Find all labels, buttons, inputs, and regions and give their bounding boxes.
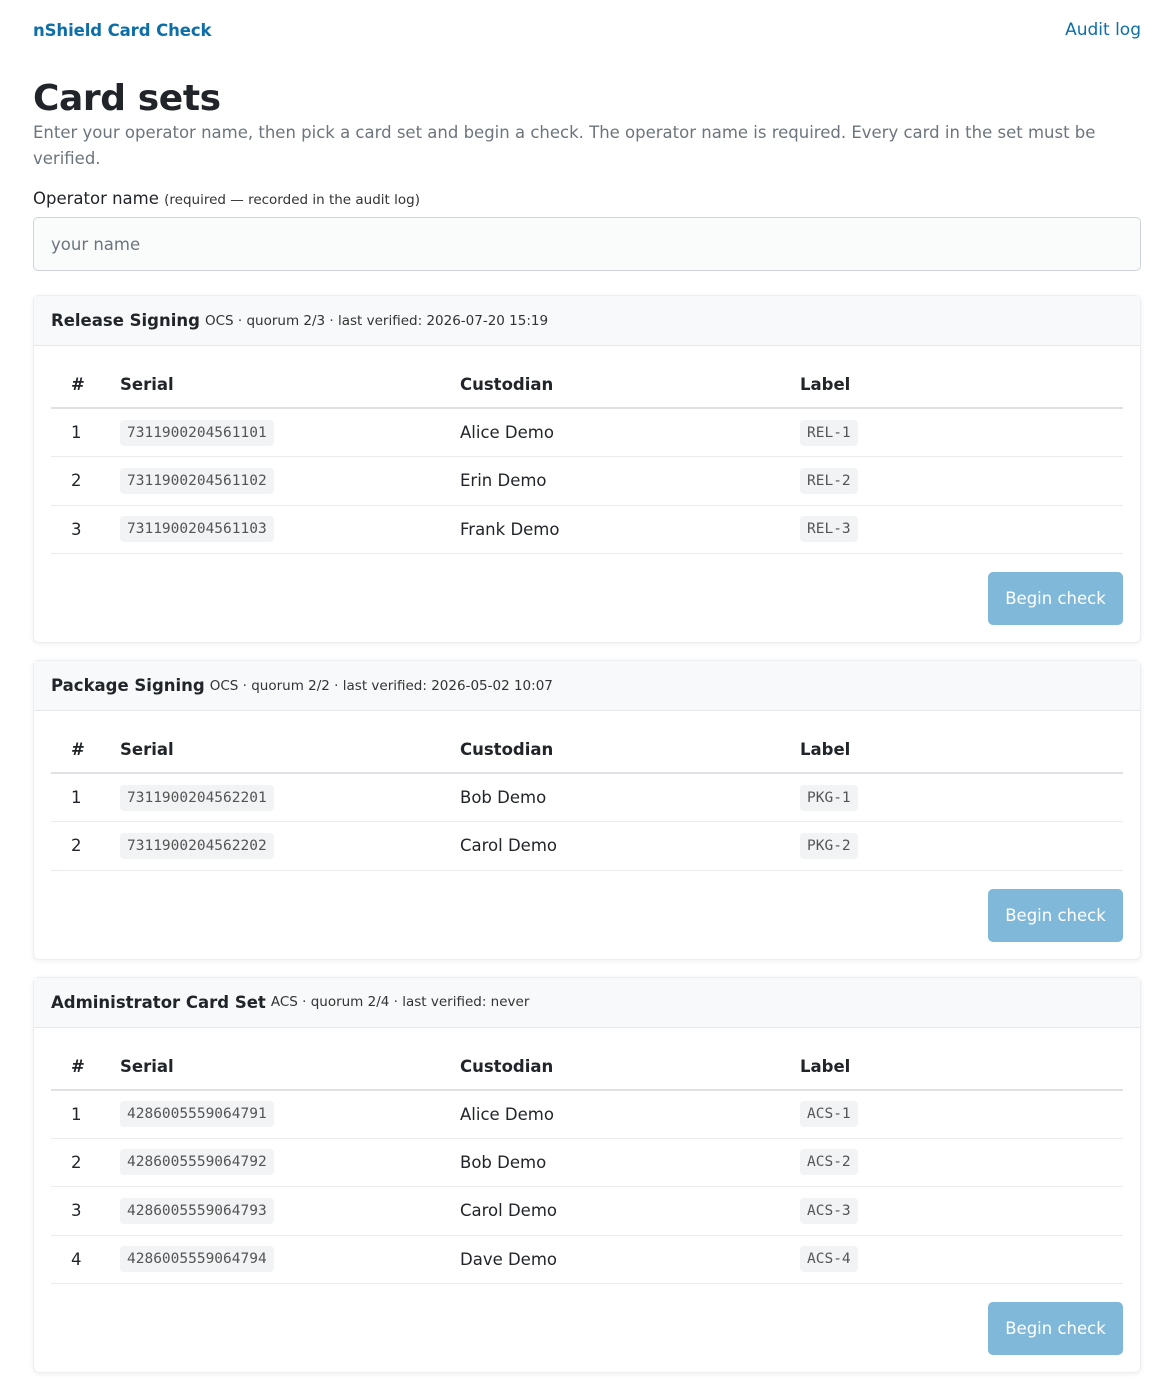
col-header-label: Label [800,1044,1123,1090]
card-set-release-signing [33,295,1141,643]
card-label: ACS-1 [800,1101,858,1127]
operator-name-hint: (required — recorded in the audit log) [164,192,420,208]
card-custodian: Carol Demo [460,1187,800,1236]
card-custodian: Frank Demo [460,505,800,554]
begin-check-button[interactable]: Begin check [988,1302,1123,1355]
card-set-name: Release Signing [51,311,200,330]
table-header-row [51,362,1123,408]
col-header-num: # [51,727,120,773]
col-header-serial: Serial [120,727,460,773]
card-serial: 7311900204561103 [120,516,274,542]
page-intro: Enter your operator name, then pick a card set and begin a check. The operator name is required. Every card in the set must be verified. [33,123,1096,168]
card-set-meta: OCS · quorum 2/2 · last verified: 2026-05-02 10:07 [209,677,553,694]
card-num: 3 [51,505,120,554]
card-label: PKG-1 [800,785,858,811]
card-label: ACS-4 [800,1246,858,1272]
table-row [51,1187,1123,1236]
card-set-meta: ACS · quorum 2/4 · last verified: never [270,994,530,1010]
table-row [51,408,1123,457]
table-header-row [51,727,1123,773]
col-header-custodian: Custodian [460,362,800,408]
cards-table [51,1044,1123,1285]
card-set-header [34,661,1140,711]
table-header-row [51,1044,1123,1090]
card-set-administrator [33,977,1141,1374]
operator-name-input[interactable] [33,217,1141,271]
card-num: 4 [51,1235,120,1284]
card-num: 1 [51,408,120,457]
audit-log-link[interactable]: Audit log [1065,20,1141,40]
table-row [51,505,1123,554]
col-header-serial: Serial [120,1044,460,1090]
card-label: PKG-2 [800,833,858,859]
card-set-package-signing [33,660,1141,960]
card-set-name: Package Signing [51,676,205,695]
card-serial: 4286005559064791 [120,1101,274,1127]
card-custodian: Alice Demo [460,1090,800,1139]
table-row [51,1138,1123,1187]
col-header-label: Label [800,727,1123,773]
card-custodian: Erin Demo [460,457,800,506]
card-num: 2 [51,822,120,871]
card-set-header [34,296,1140,346]
card-serial: 4286005559064794 [120,1246,274,1272]
card-serial: 4286005559064792 [120,1149,274,1175]
table-row [51,822,1123,871]
card-label: ACS-3 [800,1198,858,1224]
card-num: 1 [51,773,120,822]
card-label: REL-2 [800,468,858,494]
page-title: Card sets [33,78,221,119]
col-header-custodian: Custodian [460,727,800,773]
card-serial: 4286005559064793 [120,1198,274,1224]
card-custodian: Alice Demo [460,408,800,457]
table-row [51,457,1123,506]
card-custodian: Carol Demo [460,822,800,871]
col-header-num: # [51,1044,120,1090]
top-bar [33,0,1141,60]
card-custodian: Bob Demo [460,1138,800,1187]
table-row [51,1090,1123,1139]
card-label: REL-3 [800,516,858,542]
col-header-label: Label [800,362,1123,408]
table-row [51,1235,1123,1284]
card-set-body [34,346,1140,642]
col-header-custodian: Custodian [460,1044,800,1090]
card-set-actions [51,889,1123,942]
cards-table [51,362,1123,554]
table-row [51,773,1123,822]
card-set-body [34,1028,1140,1373]
begin-check-button[interactable]: Begin check [988,889,1123,942]
begin-check-button[interactable]: Begin check [988,572,1123,625]
card-num: 3 [51,1187,120,1236]
operator-name-label [33,187,1141,212]
card-serial: 7311900204561101 [120,420,274,446]
card-num: 2 [51,457,120,506]
col-header-num: # [51,362,120,408]
card-label: ACS-2 [800,1149,858,1175]
card-custodian: Dave Demo [460,1235,800,1284]
card-set-name: Administrator Card Set [51,992,266,1012]
card-num: 2 [51,1138,120,1187]
card-custodian: Bob Demo [460,773,800,822]
card-serial: 7311900204561102 [120,468,274,494]
cards-table [51,727,1123,871]
card-set-actions [51,1302,1123,1355]
card-set-meta: OCS · quorum 2/3 · last verified: 2026-07-20 15:19 [204,312,549,329]
card-label: REL-1 [800,420,858,446]
operator-name-label-text: Operator name [33,189,159,208]
card-serial: 7311900204562201 [120,785,274,811]
card-set-header [34,978,1140,1028]
card-set-body [34,711,1140,959]
col-header-serial: Serial [120,362,460,408]
card-serial: 7311900204562202 [120,833,274,859]
brand-title: nShield Card Check [33,20,212,40]
card-set-actions [51,572,1123,625]
card-num: 1 [51,1090,120,1139]
